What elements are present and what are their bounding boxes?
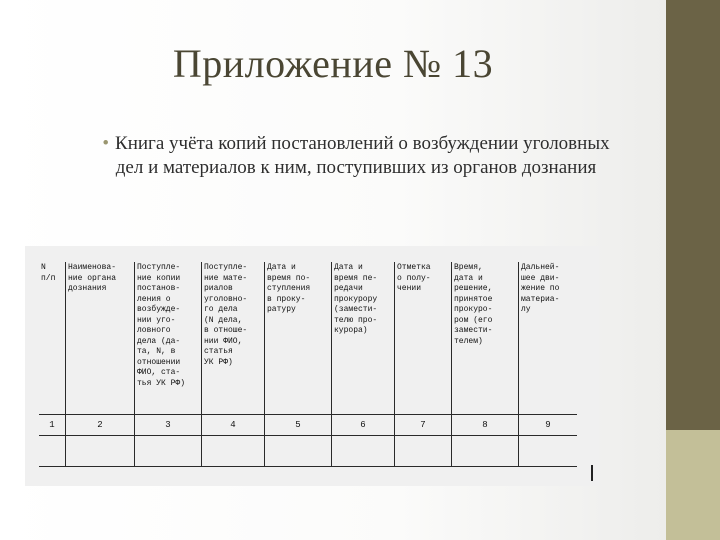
column-number: 1 — [39, 415, 66, 436]
column-number: 4 — [202, 415, 265, 436]
empty-cell — [66, 436, 135, 467]
empty-cell — [395, 436, 452, 467]
header-cell: Наименова- ние органа дознания — [66, 262, 135, 415]
slide-title: Приложение № 13 — [172, 41, 494, 86]
scan-line-mark — [591, 465, 593, 481]
bullet-item — [96, 132, 616, 180]
empty-cell — [519, 436, 578, 467]
bullet-icon: • — [102, 133, 110, 154]
register-table — [39, 262, 577, 467]
column-number: 7 — [395, 415, 452, 436]
empty-cell — [265, 436, 332, 467]
column-number: 5 — [265, 415, 332, 436]
table-number-row — [39, 415, 577, 436]
header-cell: N п/п — [39, 262, 66, 415]
empty-cell — [452, 436, 519, 467]
side-bar-light — [666, 430, 720, 540]
header-cell: Поступле- ние мате- риалов уголовно- го дела (N дела, в отноше- нии ФИО, статья УК РФ) — [202, 262, 265, 415]
header-cell: Отметка о полу- чении — [395, 262, 452, 415]
table-empty-row — [39, 436, 577, 467]
empty-cell — [332, 436, 395, 467]
header-cell: Дата и время пе- редачи прокурору (замести- телю про- курора) — [332, 262, 395, 415]
side-bar-dark — [666, 0, 720, 430]
empty-cell — [39, 436, 66, 467]
column-number: 3 — [135, 415, 202, 436]
table-header-row — [39, 262, 577, 415]
empty-cell — [202, 436, 265, 467]
column-number: 9 — [519, 415, 578, 436]
column-number: 2 — [66, 415, 135, 436]
column-number: 6 — [332, 415, 395, 436]
header-cell: Дата и время по- ступления в проку- ратуру — [265, 262, 332, 415]
empty-cell — [135, 436, 202, 467]
column-number: 8 — [452, 415, 519, 436]
header-cell: Время, дата и решение, принятое прокуро- ром (его замести- телем) — [452, 262, 519, 415]
scanned-table-image — [25, 246, 599, 486]
header-cell: Дальней- шее дви- жение по материа- лу — [519, 262, 578, 415]
bullet-text: Книга учёта копий постановлений о возбуждении уголовных дел и материалов к ним, поступивших из органов дознания — [115, 133, 610, 178]
header-cell: Поступле- ние копии постанов- ления о возбужде- нии уго- ловного дела (да- та, N, в отношении ФИО, ста- тья УК РФ) — [135, 262, 202, 415]
